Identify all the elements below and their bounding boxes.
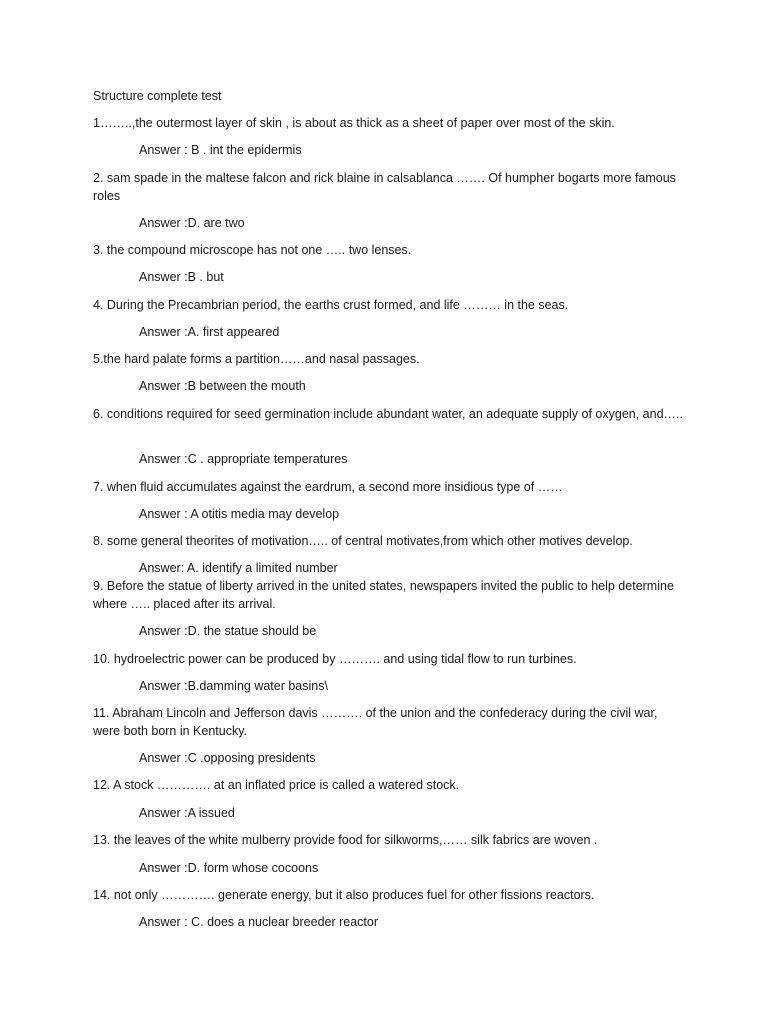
answer-6: Answer :C . appropriate temperatures (139, 452, 348, 466)
answer-4: Answer :A. first appeared (139, 325, 280, 339)
question-13: 13. the leaves of the white mulberry provide food for silkworms,…… silk fabrics are woven . (93, 833, 598, 847)
question-2: 2. sam spade in the maltese falcon and rick blaine in calsablanca ……. Of humpher bogarts more famous roles (93, 171, 676, 203)
question-9: 9. Before the statue of liberty arrived in the united states, newspapers invited the public to help determine where ….. placed after its arrival. (93, 579, 674, 611)
question-14: 14. not only …………. generate energy, but it also produces fuel for other fissions reactors. (93, 888, 595, 902)
document-title: Structure complete test (93, 89, 222, 103)
answer-1: Answer : B . int the epidermis (139, 143, 302, 157)
answer-10: Answer :B.damming water basins\ (139, 679, 328, 693)
question-1: 1……..,the outermost layer of skin , is about as thick as a sheet of paper over most of the skin. (93, 116, 615, 130)
answer-11: Answer :C .opposing presidents (139, 751, 316, 765)
answer-7: Answer : A otitis media may develop (139, 507, 340, 521)
answer-9: Answer :D. the statue should be (139, 624, 317, 638)
question-10: 10. hydroelectric power can be produced by ………. and using tidal flow to run turbines. (93, 652, 577, 666)
question-6: 6. conditions required for seed germination include abundant water, an adequate supply of oxygen, and….. (93, 407, 683, 421)
answer-12: Answer :A issued (139, 806, 235, 820)
answer-8: Answer: A. identify a limited number (139, 561, 338, 575)
answer-2: Answer :D. are two (139, 216, 245, 230)
question-8: 8. some general theorites of motivation….. of central motivates,from which other motives develop. (93, 534, 633, 548)
question-12: 12. A stock …………. at an inflated price is called a watered stock. (93, 778, 460, 792)
answer-3: Answer :B . but (139, 270, 224, 284)
question-11: 11. Abraham Lincoln and Jefferson davis ………. of the union and the confederacy during the civil war, were both born in Kentucky. (93, 706, 658, 738)
question-3: 3. the compound microscope has not one ….. two lenses. (93, 243, 412, 257)
question-4: 4. During the Precambrian period, the earths crust formed, and life ……… in the seas. (93, 298, 569, 312)
question-7: 7. when fluid accumulates against the eardrum, a second more insidious type of …… (93, 480, 563, 494)
question-5: 5.the hard palate forms a partition……and nasal passages. (93, 352, 420, 366)
answer-13: Answer :D. form whose cocoons (139, 861, 319, 875)
answer-5: Answer :B between the mouth (139, 379, 306, 393)
answer-14: Answer : C. does a nuclear breeder reactor (139, 915, 379, 929)
